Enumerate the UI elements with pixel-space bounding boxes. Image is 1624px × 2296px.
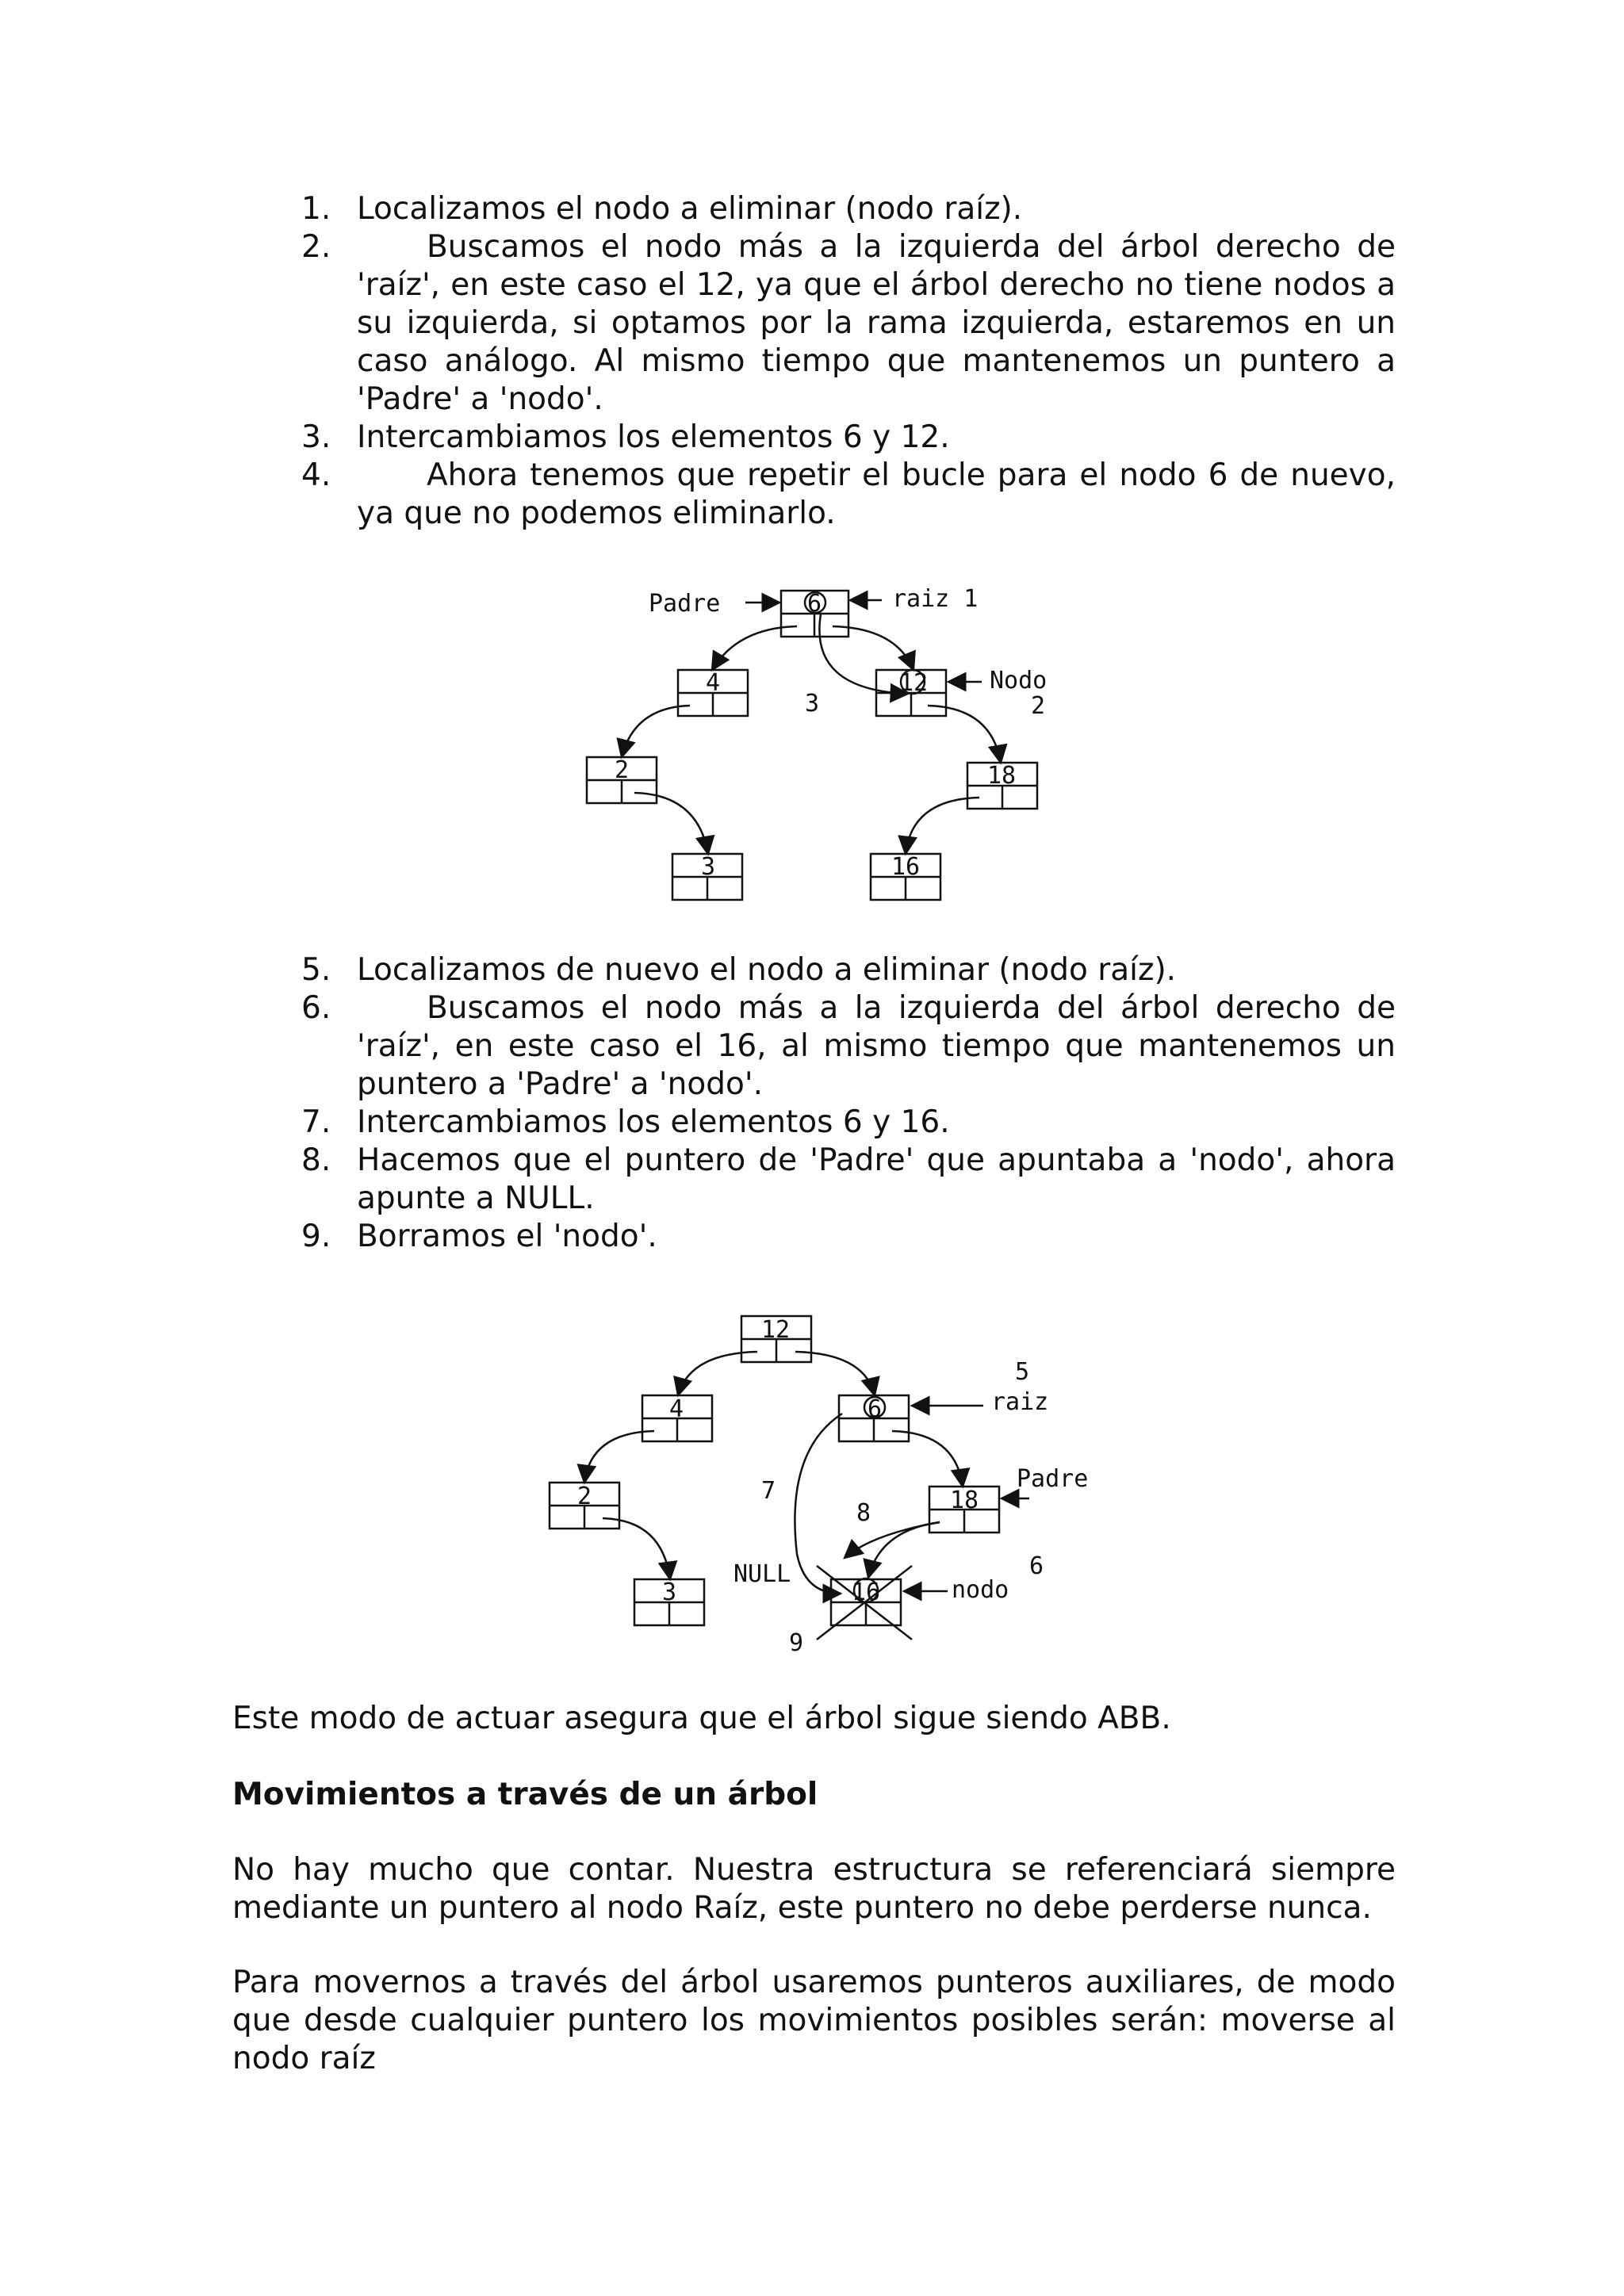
item-text: Localizamos el nodo a eliminar (nodo raíz). (357, 191, 1023, 227)
item-text: Hacemos que el puntero de 'Padre' que apuntaba a 'nodo', ahora apunte a NULL. (357, 1142, 1396, 1216)
list-item (301, 989, 1396, 1104)
item-number: 2. (301, 229, 331, 265)
label-step-9: 9 (789, 1629, 804, 1657)
label-nodo-2: nodo (952, 1576, 1009, 1604)
label-raiz: raiz 1 (892, 585, 979, 613)
label-step-6: 6 (1029, 1552, 1044, 1580)
node-18: 18 (987, 762, 1017, 790)
node-2b: 2 (577, 1483, 592, 1510)
item-number: 5. (301, 952, 331, 988)
label-step-3: 3 (805, 690, 820, 718)
node-3b: 3 (662, 1578, 677, 1606)
item-number: 4. (301, 457, 331, 493)
paragraph-abb: Este modo de actuar asegura que el árbol sigue siendo ABB. (232, 1701, 1171, 1736)
node-18b: 18 (950, 1487, 979, 1514)
steps-list-2 (301, 951, 1396, 1256)
item-text: Ahora tenemos que repetir el bucle para el nodo 6 de nuevo, ya que no podemos eliminarlo. (357, 457, 1396, 531)
label-nodo: Nodo (990, 667, 1048, 695)
item-number: 3. (301, 419, 331, 455)
item-number: 1. (301, 191, 331, 227)
node-4b: 4 (669, 1395, 684, 1423)
list-item (301, 1142, 1396, 1218)
item-text: Borramos el 'nodo'. (357, 1219, 657, 1254)
node-12: 12 (899, 669, 929, 697)
item-number: 7. (301, 1104, 331, 1140)
item-text: Buscamos el nodo más a la izquierda del árbol derecho de 'raíz', en este caso el 12, ya que el árbol derecho no tiene nodos a su izquierda, si optamos por la rama izquierda, estaremos en un caso análogo. Al mismo tiempo que mantenemos un puntero a 'Padre' a 'nodo'. (357, 229, 1396, 417)
node-12b: 12 (761, 1316, 791, 1344)
item-text: Intercambiamos los elementos 6 y 16. (357, 1104, 950, 1140)
item-text: Buscamos el nodo más a la izquierda del árbol derecho de 'raíz', en este caso el 16, al mismo tiempo que mantenemos un puntero a 'Padre' a 'nodo'. (357, 990, 1396, 1102)
node-6b: 6 (868, 1395, 883, 1423)
node-3: 3 (701, 853, 716, 881)
item-number: 8. (301, 1142, 331, 1178)
label-step-2: 2 (1031, 692, 1046, 720)
node-16b: 16 (852, 1578, 881, 1606)
list-item (301, 951, 1396, 989)
label-step-7: 7 (761, 1477, 776, 1505)
item-number: 9. (301, 1219, 331, 1254)
node-4: 4 (706, 669, 721, 697)
node-16: 16 (891, 853, 921, 881)
paragraph-raiz: No hay mucho que contar. Nuestra estructura se referenciará siempre mediante un puntero al nodo Raíz, este puntero no debe perderse nunca. (232, 1852, 1396, 1926)
list-item (301, 1104, 1396, 1142)
label-step-5: 5 (1015, 1358, 1030, 1386)
paragraph-movimientos: Para movernos a través del árbol usaremos punteros auxiliares, de modo que desde cualquier puntero los movimientos posibles serán: moverse al nodo raíz (232, 1965, 1396, 2076)
list-item (301, 1218, 1396, 1256)
label-raiz-2: raiz (991, 1388, 1049, 1416)
label-null: NULL (733, 1560, 791, 1588)
section-heading: Movimientos a través de un árbol (232, 1777, 818, 1812)
label-padre-2: Padre (1017, 1465, 1089, 1493)
item-number: 6. (301, 990, 331, 1026)
label-step-8: 8 (856, 1499, 871, 1527)
label-padre: Padre (649, 590, 721, 618)
node-2: 2 (615, 756, 630, 784)
item-text: Localizamos de nuevo el nodo a eliminar (nodo raíz). (357, 952, 1177, 988)
item-text: Intercambiamos los elementos 6 y 12. (357, 419, 950, 455)
node-6: 6 (807, 590, 822, 618)
